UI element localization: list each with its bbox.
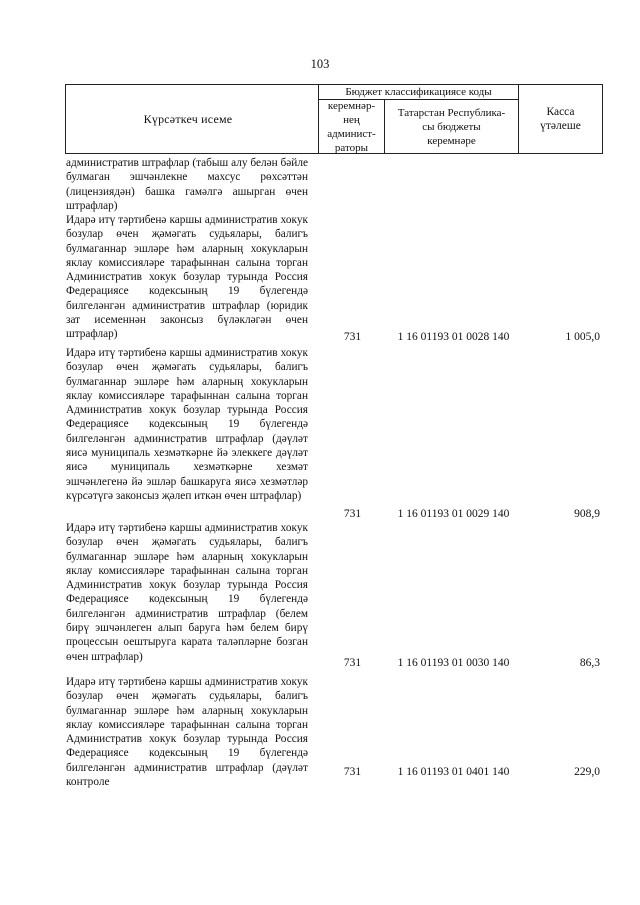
table-row-admin-code: 731 (343, 331, 362, 343)
header-tatarstan-budget-revenues: Татарстан Республика- сы бюджеты керемнәре (384, 99, 519, 154)
table-row-description: Идарә итү тәртибенә каршы административ хокук бозулар өчен җәмәгать судьялары, балигъ булмаганнар эшләре һәм аларның хокукларын яклау комиссияләре тарафыннан салына торган Административ хокук бозулар турында Россия Федерациясе кодексының 19 бүлегендә билгеләнгән административ штрафлар (юридик зат исеменнән законсыз бүләкләгән өчен штрафлар) (66, 214, 308, 341)
table-row-description: административ штрафлар (табыш алу белән бәйле булмаган эшчәнлекне махсус рөхсәттән (лицензиядән) башка гамәлгә ашырган өчен штрафлар) (66, 157, 308, 212)
table-row-description: Идарә итү тәртибенә каршы административ хокук бозулар өчен җәмәгать судьялары, балигъ булмаганнар эшләре һәм аларның хокукларын яклау комиссияләре тарафыннан салына торган Административ хокук бозулар турында Россия Федерациясе кодексының 19 бүлегендә билгеләнгән административ штрафлар (дәүләт яисә муниципаль хезмәткәрне йә элеккеге дәүләт яисә муниципаль хезмәткәрне хезмәт эшчәнлегенә йә эшләр башкаруга яисә хезмәтләр күрсәтүгә законсыз җәлеп иткән өчен штрафлар) (66, 347, 308, 502)
page-number: 103 (310, 57, 330, 71)
header-budget-codes: Бюджет классификациясе коды (318, 84, 519, 100)
table-row-budget-code: 1 16 01193 01 0401 140 (397, 766, 510, 778)
table-row-description: Идарә итү тәртибенә каршы административ хокук бозулар өчен җәмәгать судьялары, балигъ булмаганнар эшләре һәм аларның хокукларын яклау комиссияләре тарафыннан салына торган Административ хокук бозулар турында Россия Федерациясе кодексының 19 бүлегендә билгеләнгән административ штрафлар (белем бирү эшчәнлеген алып баруга һәм белем бирү процессын оештыруга карата таләпләрне бозган өчен штрафлар) (66, 522, 308, 663)
table-row-amount: 1 005,0 (565, 331, 600, 343)
header-indicator-name: Күрсәткеч исеме (65, 84, 319, 154)
table-header (65, 84, 603, 154)
header-cash-execution: Касса үтәлеше (518, 84, 603, 154)
table-row-budget-code: 1 16 01193 01 0030 140 (397, 657, 510, 669)
table-row-amount: 86,3 (579, 657, 600, 669)
table-row-description: Идарә итү тәртибенә каршы административ хокук бозулар өчен җәмәгать судьялары, балигъ булмаганнар эшләре һәм аларның хокукларын яклау комиссияләре тарафыннан салына торган Административ хокук бозулар турында Россия Федерациясе кодексының 19 бүлегендә билгеләнгән административ штрафлар (дәүләт контроле (66, 676, 308, 789)
table-row-admin-code: 731 (343, 508, 362, 520)
table-row-budget-code: 1 16 01193 01 0029 140 (397, 508, 510, 520)
table-row-admin-code: 731 (343, 657, 362, 669)
header-revenue-administrators: керемнәр- нең админист- раторы (318, 99, 385, 154)
table-row-amount: 229,0 (574, 766, 600, 778)
table-row-budget-code: 1 16 01193 01 0028 140 (397, 331, 510, 343)
table-row-amount: 908,9 (574, 508, 600, 520)
table-row-admin-code: 731 (343, 766, 362, 778)
